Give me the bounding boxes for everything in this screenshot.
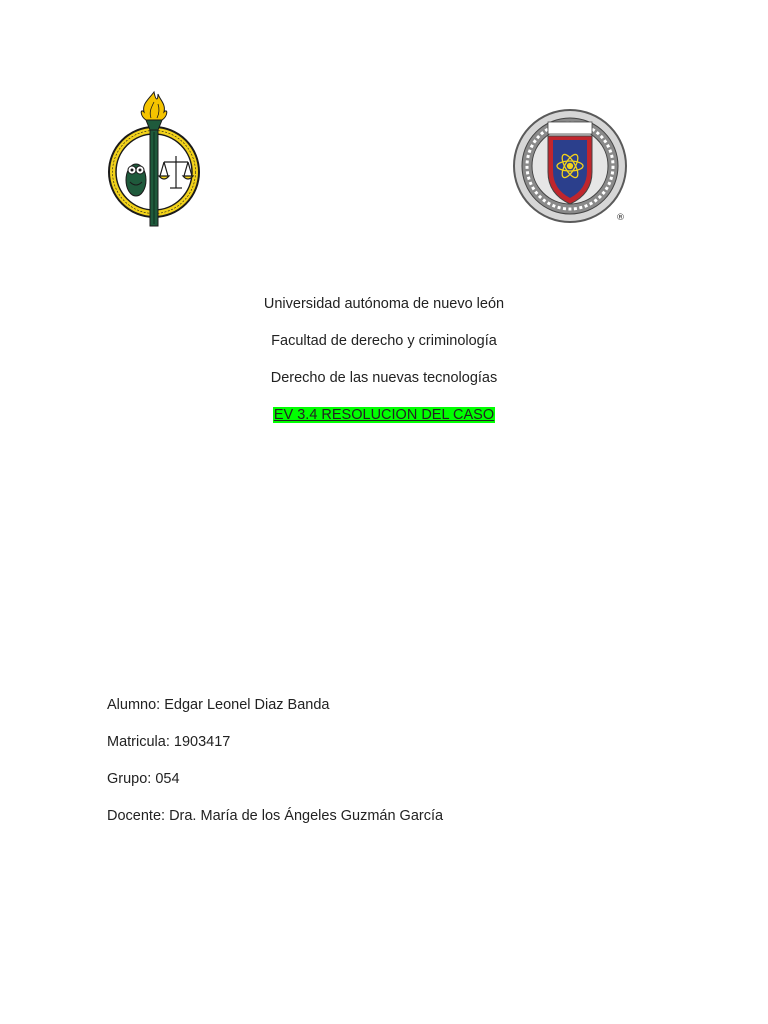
assignment-title-container (0, 405, 768, 425)
teacher-name: Docente: Dra. María de los Ángeles Guzmán García (107, 808, 444, 824)
university-logo (512, 106, 632, 230)
svg-text:®: ® (616, 213, 625, 223)
course-name: Derecho de las nuevas tecnologías (270, 370, 498, 386)
student-group: Grupo: 054 (107, 771, 180, 787)
student-info-block (107, 695, 707, 843)
uanl-university-seal-icon (512, 106, 632, 230)
faculty-logo (104, 90, 208, 230)
assignment-title: EV 3.4 RESOLUCION DEL CASO (273, 407, 495, 423)
student-name: Alumno: Edgar Leonel Diaz Banda (107, 697, 330, 713)
title-block (0, 294, 768, 425)
faculty-torch-owl-scales-seal-icon (104, 90, 208, 230)
faculty-name: Facultad de derecho y criminología (271, 333, 497, 349)
university-name: Universidad autónoma de nuevo león (263, 296, 505, 312)
student-id: Matricula: 1903417 (107, 734, 231, 750)
